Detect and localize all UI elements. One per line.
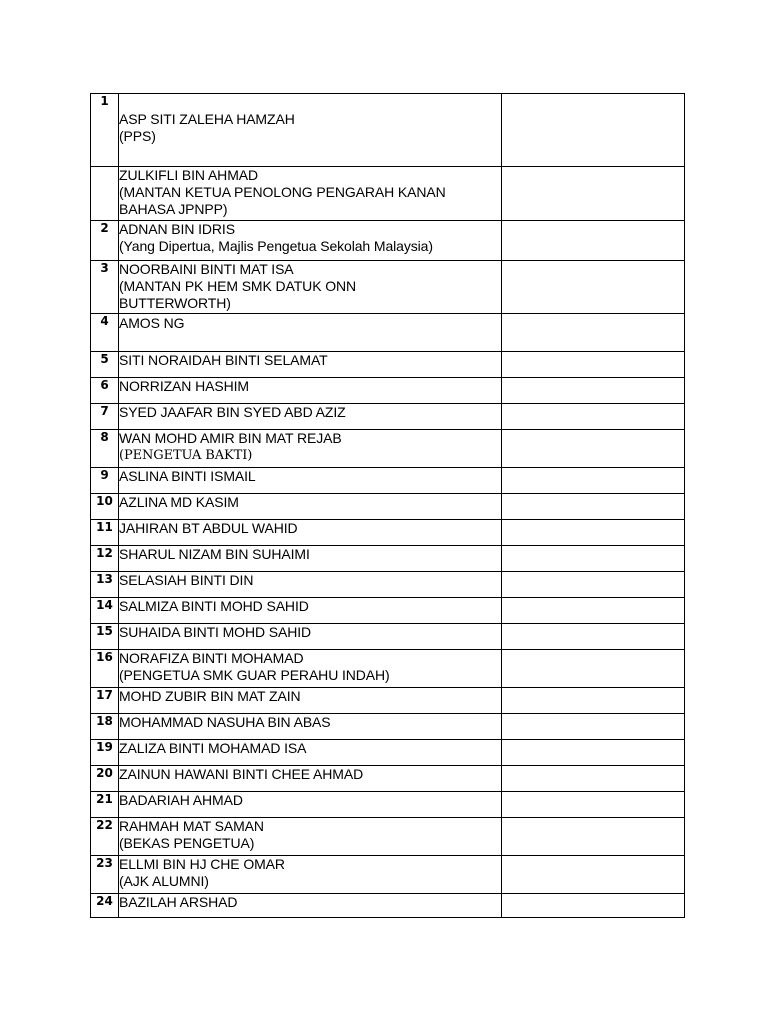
name-cell bbox=[119, 494, 502, 520]
empty-signature-cell bbox=[502, 167, 685, 221]
table-row bbox=[91, 766, 685, 792]
name-cell bbox=[119, 546, 502, 572]
person-name: BADARIAH AHMAD bbox=[119, 792, 243, 808]
row-number: 1 bbox=[91, 94, 119, 167]
table-row bbox=[91, 650, 685, 688]
row-number: 21 bbox=[91, 792, 119, 818]
person-name: BAZILAH ARSHAD bbox=[119, 894, 238, 910]
person-name: ADNAN BIN IDRIS bbox=[119, 221, 235, 237]
name-cell bbox=[119, 572, 502, 598]
empty-signature-cell bbox=[502, 94, 685, 167]
person-name: NORAFIZA BINTI MOHAMAD bbox=[119, 650, 304, 666]
name-cell bbox=[119, 818, 502, 856]
person-detail: (MANTAN KETUA PENOLONG PENGARAH KANAN bbox=[119, 184, 446, 200]
empty-signature-cell bbox=[502, 894, 685, 918]
table-row bbox=[91, 624, 685, 650]
table-row bbox=[91, 818, 685, 856]
person-name: NOORBAINI BINTI MAT ISA bbox=[119, 261, 294, 277]
empty-signature-cell bbox=[502, 766, 685, 792]
row-number bbox=[91, 167, 119, 221]
table-row bbox=[91, 740, 685, 766]
empty-signature-cell bbox=[502, 624, 685, 650]
empty-signature-cell bbox=[502, 468, 685, 494]
name-cell bbox=[119, 468, 502, 494]
row-number: 14 bbox=[91, 598, 119, 624]
row-number: 13 bbox=[91, 572, 119, 598]
person-detail: BAHASA JPNPP) bbox=[119, 201, 228, 217]
spacer-line bbox=[119, 94, 501, 111]
person-detail: (PPS) bbox=[119, 128, 156, 144]
person-name: JAHIRAN BT ABDUL WAHID bbox=[119, 520, 298, 536]
name-cell bbox=[119, 430, 502, 468]
name-cell bbox=[119, 714, 502, 740]
empty-signature-cell bbox=[502, 572, 685, 598]
row-number: 7 bbox=[91, 404, 119, 430]
table-row bbox=[91, 468, 685, 494]
empty-signature-cell bbox=[502, 740, 685, 766]
person-name: MOHD ZUBIR BIN MAT ZAIN bbox=[119, 688, 301, 704]
name-cell bbox=[119, 404, 502, 430]
person-name: NORRIZAN HASHIM bbox=[119, 378, 249, 394]
empty-signature-cell bbox=[502, 520, 685, 546]
name-cell bbox=[119, 740, 502, 766]
person-detail: (BEKAS PENGETUA) bbox=[119, 835, 255, 851]
row-number: 15 bbox=[91, 624, 119, 650]
row-number: 16 bbox=[91, 650, 119, 688]
table-row bbox=[91, 378, 685, 404]
person-name: ZULKIFLI BIN AHMAD bbox=[119, 167, 259, 183]
name-cell bbox=[119, 378, 502, 404]
row-number: 10 bbox=[91, 494, 119, 520]
name-cell bbox=[119, 894, 502, 918]
row-number: 20 bbox=[91, 766, 119, 792]
person-name: ZALIZA BINTI MOHAMAD ISA bbox=[119, 740, 307, 756]
table-row bbox=[91, 856, 685, 894]
person-name: SALMIZA BINTI MOHD SAHID bbox=[119, 598, 309, 614]
empty-signature-cell bbox=[502, 314, 685, 352]
name-cell bbox=[119, 766, 502, 792]
person-detail: ASP SITI ZALEHA HAMZAH bbox=[119, 111, 295, 127]
row-number: 18 bbox=[91, 714, 119, 740]
name-cell bbox=[119, 792, 502, 818]
name-cell bbox=[119, 598, 502, 624]
person-detail: (Yang Dipertua, Majlis Pengetua Sekolah Malaysia) bbox=[119, 238, 433, 254]
person-detail: (PENGETUA SMK GUAR PERAHU INDAH) bbox=[119, 667, 390, 683]
person-name: SYED JAAFAR BIN SYED ABD AZIZ bbox=[119, 404, 346, 420]
row-number: 23 bbox=[91, 856, 119, 894]
table-row bbox=[91, 894, 685, 918]
row-number: 24 bbox=[91, 894, 119, 918]
person-name: ZAINUN HAWANI BINTI CHEE AHMAD bbox=[119, 766, 364, 782]
empty-signature-cell bbox=[502, 352, 685, 378]
name-cell bbox=[119, 94, 502, 167]
person-name: SHARUL NIZAM BIN SUHAIMI bbox=[119, 546, 310, 562]
empty-signature-cell bbox=[502, 494, 685, 520]
name-cell bbox=[119, 261, 502, 314]
table-row bbox=[91, 430, 685, 468]
table-row bbox=[91, 598, 685, 624]
row-number: 11 bbox=[91, 520, 119, 546]
name-cell bbox=[119, 624, 502, 650]
empty-signature-cell bbox=[502, 546, 685, 572]
empty-signature-cell bbox=[502, 818, 685, 856]
name-cell bbox=[119, 314, 502, 352]
table-row bbox=[91, 688, 685, 714]
row-number: 5 bbox=[91, 352, 119, 378]
empty-signature-cell bbox=[502, 792, 685, 818]
name-cell bbox=[119, 856, 502, 894]
person-name: WAN MOHD AMIR BIN MAT REJAB bbox=[119, 430, 342, 446]
name-list-table bbox=[90, 93, 685, 918]
person-name: ASLINA BINTI ISMAIL bbox=[119, 468, 256, 484]
row-number: 3 bbox=[91, 261, 119, 314]
person-detail: BUTTERWORTH) bbox=[119, 295, 231, 311]
name-cell bbox=[119, 520, 502, 546]
person-name: RAHMAH MAT SAMAN bbox=[119, 818, 264, 834]
person-name: AZLINA MD KASIM bbox=[119, 494, 239, 510]
name-cell bbox=[119, 167, 502, 221]
person-name: AMOS NG bbox=[119, 315, 185, 331]
empty-signature-cell bbox=[502, 856, 685, 894]
row-number: 19 bbox=[91, 740, 119, 766]
row-number: 17 bbox=[91, 688, 119, 714]
name-cell bbox=[119, 650, 502, 688]
person-detail: (AJK ALUMNI) bbox=[119, 873, 209, 889]
table-row bbox=[91, 221, 685, 261]
name-cell bbox=[119, 352, 502, 378]
empty-signature-cell bbox=[502, 688, 685, 714]
empty-signature-cell bbox=[502, 714, 685, 740]
table-row bbox=[91, 494, 685, 520]
table-row bbox=[91, 314, 685, 352]
row-number: 2 bbox=[91, 221, 119, 261]
person-name: MOHAMMAD NASUHA BIN ABAS bbox=[119, 714, 331, 730]
empty-signature-cell bbox=[502, 650, 685, 688]
empty-signature-cell bbox=[502, 430, 685, 468]
person-name: SELASIAH BINTI DIN bbox=[119, 572, 254, 588]
name-cell bbox=[119, 688, 502, 714]
table-row bbox=[91, 714, 685, 740]
person-detail: (PENGETUA BAKTI) bbox=[119, 448, 253, 463]
name-cell bbox=[119, 221, 502, 261]
table-row bbox=[91, 404, 685, 430]
person-name: SITI NORAIDAH BINTI SELAMAT bbox=[119, 352, 328, 368]
empty-signature-cell bbox=[502, 378, 685, 404]
table-row bbox=[91, 352, 685, 378]
row-number: 4 bbox=[91, 314, 119, 352]
person-detail: (MANTAN PK HEM SMK DATUK ONN bbox=[119, 278, 357, 294]
empty-signature-cell bbox=[502, 598, 685, 624]
row-number: 9 bbox=[91, 468, 119, 494]
table-row bbox=[91, 520, 685, 546]
row-number: 22 bbox=[91, 818, 119, 856]
table-row bbox=[91, 546, 685, 572]
person-name: SUHAIDA BINTI MOHD SAHID bbox=[119, 624, 312, 640]
empty-signature-cell bbox=[502, 261, 685, 314]
table-row bbox=[91, 261, 685, 314]
name-list-body bbox=[91, 94, 685, 918]
row-number: 8 bbox=[91, 430, 119, 468]
table-row bbox=[91, 572, 685, 598]
table-row bbox=[91, 94, 685, 167]
person-name: ELLMI BIN HJ CHE OMAR bbox=[119, 856, 285, 872]
table-row bbox=[91, 792, 685, 818]
empty-signature-cell bbox=[502, 404, 685, 430]
empty-signature-cell bbox=[502, 221, 685, 261]
row-number: 12 bbox=[91, 546, 119, 572]
table-row bbox=[91, 167, 685, 221]
row-number: 6 bbox=[91, 378, 119, 404]
